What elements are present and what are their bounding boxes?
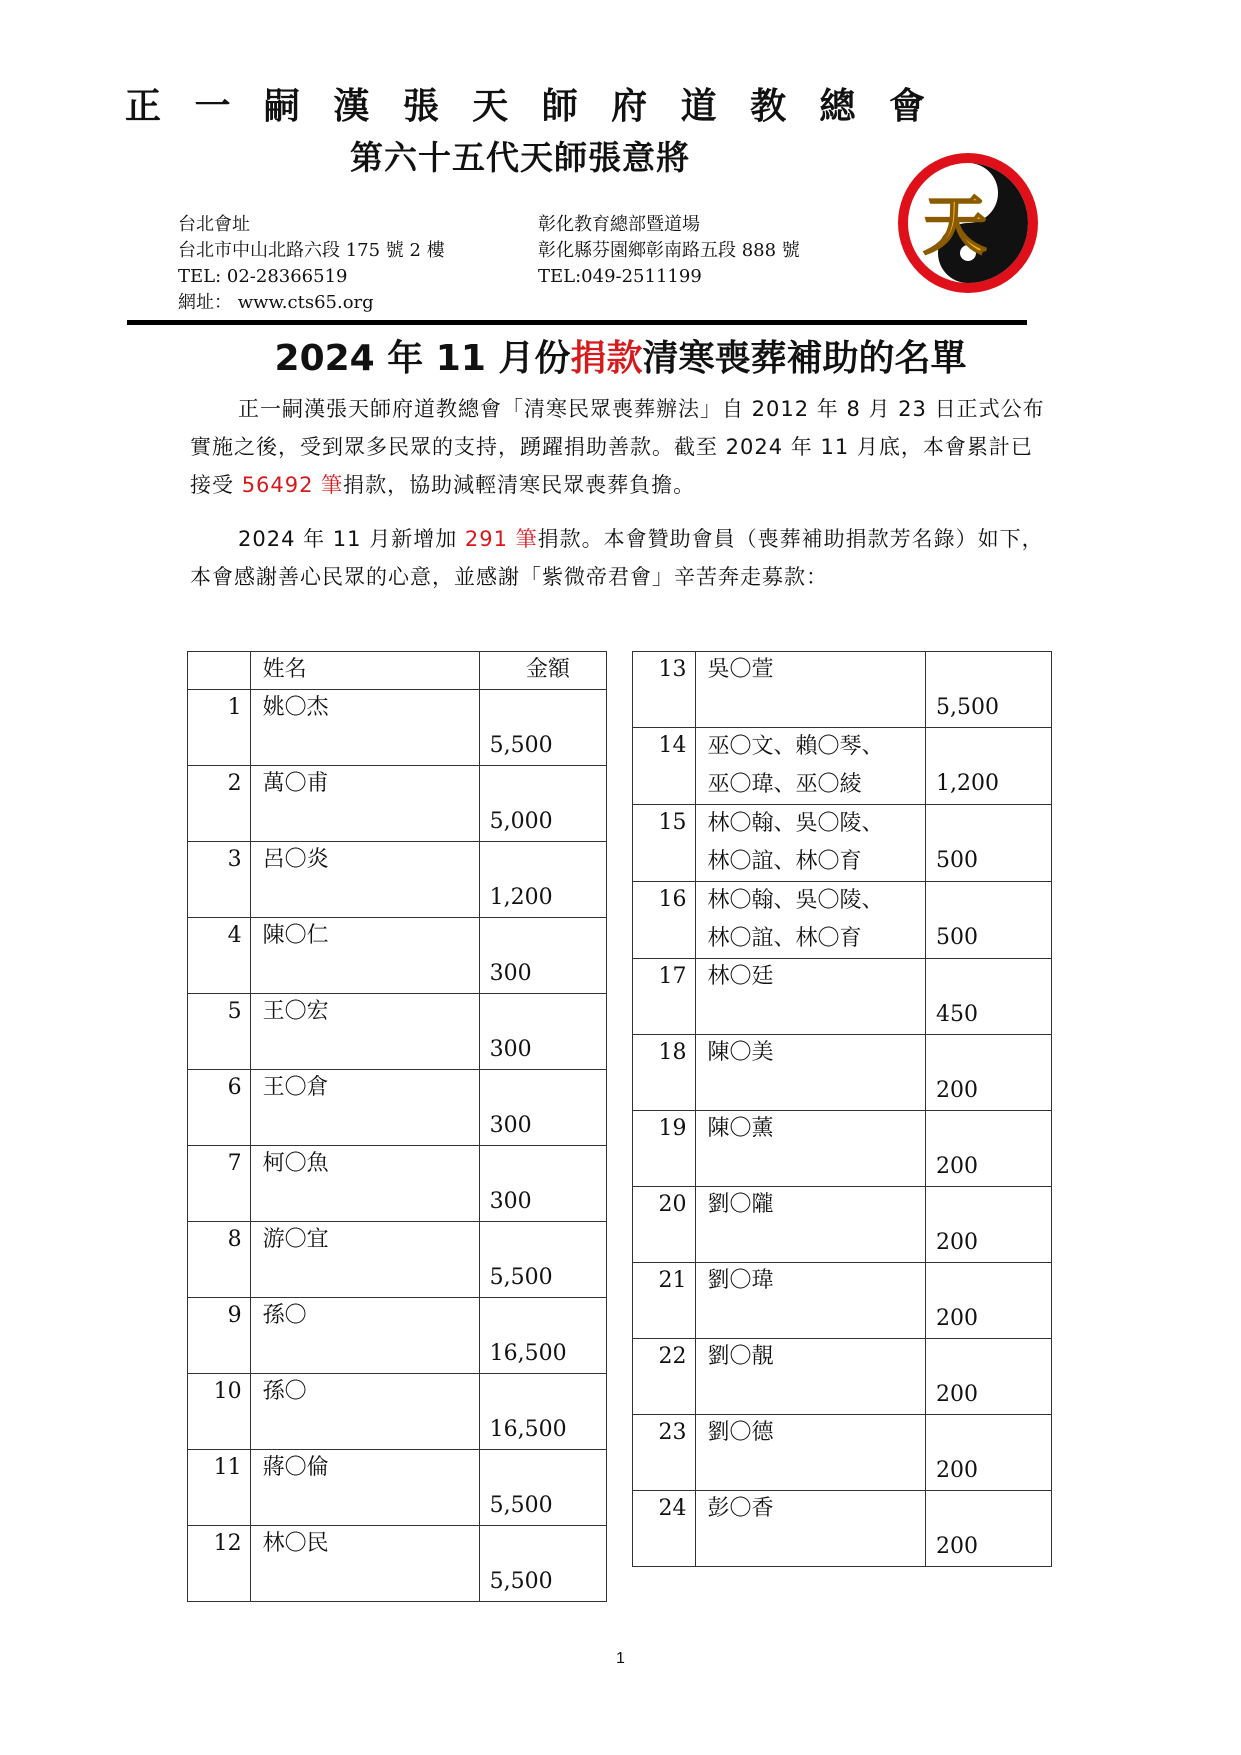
row-number [188, 1070, 251, 1146]
changhua-street: 彰化縣芬園鄉彰南路五段 888 號 [538, 240, 800, 261]
donor-name: 劉〇靚 [707, 1344, 774, 1369]
header-name-label: 姓名 [262, 657, 307, 682]
donation-amount: 16,500 [489, 1417, 567, 1442]
table-row [633, 1491, 1052, 1567]
donation-amount: 1,200 [489, 885, 553, 910]
row-number [188, 1526, 251, 1602]
org-title-char: 天 [472, 86, 509, 127]
row-amount [479, 1070, 606, 1146]
donor-name: 王〇倉 [262, 1075, 329, 1100]
table-row [633, 1339, 1052, 1415]
donor-name: 吳〇萱 [707, 657, 774, 682]
monthly-paragraph [190, 520, 1050, 596]
donation-amount: 500 [935, 848, 978, 873]
row-name [250, 1146, 479, 1222]
donation-amount: 5,500 [489, 1493, 553, 1518]
row-number-text: 4 [227, 923, 242, 948]
header-divider [127, 320, 1027, 325]
row-amount [925, 959, 1051, 1035]
row-number [633, 728, 696, 805]
intro-text-b: 捐款，協助減輕清寒民眾喪葬負擔。 [343, 473, 696, 497]
row-number [633, 1339, 696, 1415]
org-title-char: 總 [819, 86, 856, 127]
table-row [188, 1374, 607, 1450]
row-number-text: 15 [658, 810, 687, 835]
row-number [633, 1035, 696, 1111]
logo-glyph: 天 [923, 189, 987, 264]
title-donation: 捐款 [570, 338, 643, 379]
row-number [633, 1263, 696, 1339]
donation-amount: 200 [935, 1382, 978, 1407]
org-title-char: 嗣 [263, 86, 300, 127]
celestial-master-subtitle: 第六十五代天師張意將 [350, 138, 690, 177]
row-name [695, 1111, 925, 1187]
row-number-text: 9 [227, 1303, 242, 1328]
row-number [633, 1415, 696, 1491]
row-amount [925, 1111, 1051, 1187]
row-name [250, 1374, 479, 1450]
table-row [633, 882, 1052, 959]
donation-amount: 5,500 [489, 1569, 553, 1594]
donation-amount: 16,500 [489, 1341, 567, 1366]
taipei-label: 台北會址 [178, 214, 250, 235]
monthly-text-b: 捐款。本會贊助會員（喪葬補助捐款芳名錄）如下，本會感謝善心民眾的心意，並感謝「紫微帝君會」辛苦奔走募款： [190, 527, 1044, 589]
donor-name: 王〇宏 [262, 999, 329, 1024]
row-name [695, 1035, 925, 1111]
row-number-text: 5 [227, 999, 242, 1024]
donor-name: 劉〇德 [707, 1420, 774, 1445]
row-number [633, 1111, 696, 1187]
row-number-text: 23 [658, 1420, 687, 1445]
donation-amount: 200 [935, 1154, 978, 1179]
row-name [250, 766, 479, 842]
donor-name: 林〇民 [262, 1531, 329, 1556]
table-row [633, 1035, 1052, 1111]
row-name [250, 918, 479, 994]
row-number-text: 12 [213, 1531, 242, 1556]
table-row [633, 805, 1052, 882]
row-number-text: 21 [658, 1268, 687, 1293]
donation-amount: 5,500 [489, 1265, 553, 1290]
donor-name: 柯〇魚 [262, 1151, 329, 1176]
donor-name: 萬〇甫 [262, 771, 329, 796]
row-number-text: 6 [227, 1075, 242, 1100]
donor-name: 劉〇瑋 [707, 1268, 774, 1293]
row-number [188, 766, 251, 842]
row-number [633, 882, 696, 959]
donor-name: 林〇廷 [707, 964, 774, 989]
row-amount [479, 842, 606, 918]
table-row [188, 918, 607, 994]
row-number-text: 16 [658, 887, 687, 912]
title-rest: 清寒喪葬補助的名單 [642, 338, 967, 379]
row-name [250, 842, 479, 918]
row-name [695, 882, 925, 959]
row-amount [925, 1415, 1051, 1491]
org-title-char: 府 [611, 86, 648, 127]
row-name [695, 959, 925, 1035]
table-row [633, 959, 1052, 1035]
donation-amount: 5,500 [935, 695, 999, 720]
table-row [188, 766, 607, 842]
donation-amount: 500 [935, 925, 978, 950]
donation-amount: 1,200 [935, 771, 999, 796]
donation-amount: 200 [935, 1078, 978, 1103]
row-number-text: 2 [227, 771, 242, 796]
row-number-text: 22 [658, 1344, 687, 1369]
row-amount [479, 1374, 606, 1450]
header-amount-label: 金額 [525, 657, 570, 682]
row-number-text: 10 [213, 1379, 242, 1404]
changhua-address-block [538, 212, 800, 290]
donor-name: 呂〇炎 [262, 847, 329, 872]
row-name [695, 1187, 925, 1263]
row-name [250, 994, 479, 1070]
header-number [188, 652, 251, 690]
row-number [188, 1374, 251, 1450]
row-name [695, 1415, 925, 1491]
donor-table-left [187, 651, 607, 1602]
row-amount [479, 994, 606, 1070]
row-amount [925, 728, 1051, 805]
donation-amount: 200 [935, 1230, 978, 1255]
row-amount [479, 766, 606, 842]
donor-name: 彭〇香 [707, 1496, 774, 1521]
row-number [633, 1491, 696, 1567]
donor-name-line2: 巫〇瑋、巫〇綾 [707, 772, 862, 797]
row-amount [925, 805, 1051, 882]
row-number [188, 1146, 251, 1222]
org-title-char: 師 [541, 86, 578, 127]
table-row [188, 1298, 607, 1374]
donation-amount: 300 [489, 1189, 532, 1214]
donation-amount: 300 [489, 1113, 532, 1138]
total-count: 56492 筆 [241, 473, 344, 497]
donor-name: 蔣〇倫 [262, 1455, 329, 1480]
table-row [633, 728, 1052, 805]
organization-title [125, 78, 925, 129]
changhua-label: 彰化教育總部暨道場 [538, 214, 700, 235]
row-amount [479, 1222, 606, 1298]
org-title-char: 正 [125, 86, 162, 127]
donation-amount: 200 [935, 1534, 978, 1559]
row-amount [925, 1187, 1051, 1263]
donor-name: 巫〇文、賴〇琴、 [707, 734, 884, 759]
org-title-char: 一 [194, 86, 231, 127]
table-row [188, 842, 607, 918]
row-number-text: 24 [658, 1496, 687, 1521]
row-amount [925, 1035, 1051, 1111]
row-amount [479, 1526, 606, 1602]
row-number-text: 3 [227, 847, 242, 872]
org-title-char: 道 [680, 86, 717, 127]
row-name [250, 1526, 479, 1602]
donor-name: 陳〇薰 [707, 1116, 774, 1141]
row-number [188, 1222, 251, 1298]
row-number-text: 18 [658, 1040, 687, 1065]
table-row [188, 1526, 607, 1602]
taipei-tel: TEL: 02-28366519 [178, 266, 348, 287]
row-name [695, 1491, 925, 1567]
table-header-row [188, 652, 607, 690]
row-name [695, 805, 925, 882]
row-number-text: 20 [658, 1192, 687, 1217]
org-title-char: 教 [750, 86, 787, 127]
taipei-address-block [178, 212, 445, 316]
row-number [188, 1298, 251, 1374]
table-row [188, 690, 607, 766]
table-row [188, 1070, 607, 1146]
row-amount [479, 1146, 606, 1222]
table-row [188, 1222, 607, 1298]
row-amount [925, 882, 1051, 959]
row-name [250, 1070, 479, 1146]
donor-name-line2: 林〇誼、林〇育 [707, 926, 862, 951]
row-amount [925, 1263, 1051, 1339]
row-name [695, 1339, 925, 1415]
donor-name: 陳〇美 [707, 1040, 774, 1065]
row-amount [479, 690, 606, 766]
row-name [250, 1298, 479, 1374]
donor-name: 林〇翰、吳〇陵、 [707, 888, 884, 913]
donation-amount: 450 [935, 1002, 978, 1027]
org-title-char: 漢 [333, 86, 370, 127]
donor-name: 孫〇 [262, 1303, 307, 1328]
title-date: 2024 年 11 月份 [274, 338, 571, 379]
table-row [633, 1111, 1052, 1187]
intro-paragraph [190, 390, 1050, 504]
row-name [250, 1222, 479, 1298]
table-row [633, 1263, 1052, 1339]
intro-text-a: 正一嗣漢張天師府道教總會「清寒民眾喪葬辦法」自 2012 年 8 月 23 日正式公布實施之後，受到眾多民眾的支持，踴躍捐助善款。截至 2024 年 11 月底，本會累計已接受 [190, 397, 1045, 497]
table-row [188, 1146, 607, 1222]
row-number-text: 17 [658, 964, 687, 989]
donation-amount: 200 [935, 1306, 978, 1331]
row-number-text: 14 [658, 733, 687, 758]
donation-amount: 5,500 [489, 733, 553, 758]
donor-name: 劉〇隴 [707, 1192, 774, 1217]
taipei-street: 台北市中山北路六段 175 號 2 樓 [178, 240, 445, 261]
row-number [633, 805, 696, 882]
donor-name: 姚〇杰 [262, 695, 329, 720]
row-amount [925, 1339, 1051, 1415]
donor-name-line2: 林〇誼、林〇育 [707, 849, 862, 874]
row-number [633, 652, 696, 728]
row-amount [925, 652, 1051, 728]
row-number [188, 690, 251, 766]
org-title-char: 會 [888, 86, 925, 127]
table-row [633, 1187, 1052, 1263]
row-amount [925, 1491, 1051, 1567]
donor-table-right [632, 651, 1052, 1567]
row-number-text: 8 [227, 1227, 242, 1252]
row-name [695, 728, 925, 805]
row-amount [479, 1450, 606, 1526]
row-number [188, 918, 251, 994]
table-row [188, 1450, 607, 1526]
donor-name: 林〇翰、吳〇陵、 [707, 811, 884, 836]
list-title [0, 330, 1241, 381]
table-row [633, 652, 1052, 728]
row-amount [479, 1298, 606, 1374]
donation-amount: 5,000 [489, 809, 553, 834]
row-name [250, 690, 479, 766]
row-number [633, 959, 696, 1035]
row-name [695, 652, 925, 728]
header-name [250, 652, 479, 690]
donor-name: 孫〇 [262, 1379, 307, 1404]
row-number-text: 13 [658, 657, 687, 682]
donor-name: 陳〇仁 [262, 923, 329, 948]
table-row [188, 994, 607, 1070]
row-name [695, 1263, 925, 1339]
row-number [188, 842, 251, 918]
row-number-text: 11 [213, 1455, 242, 1480]
donation-amount: 300 [489, 961, 532, 986]
donation-amount: 200 [935, 1458, 978, 1483]
row-number [633, 1187, 696, 1263]
row-number-text: 7 [227, 1151, 242, 1176]
donor-name: 游〇宜 [262, 1227, 329, 1252]
table-row [633, 1415, 1052, 1491]
row-number-text: 1 [227, 695, 242, 720]
donation-amount: 300 [489, 1037, 532, 1062]
row-name [250, 1450, 479, 1526]
monthly-text-a: 2024 年 11 月新增加 [238, 527, 465, 551]
row-number [188, 994, 251, 1070]
changhua-tel: TEL:049-2511199 [538, 266, 702, 287]
row-amount [479, 918, 606, 994]
header-amount [479, 652, 606, 690]
org-title-char: 張 [402, 86, 439, 127]
row-number-text: 19 [658, 1116, 687, 1141]
website: 網址： www.cts65.org [178, 292, 374, 313]
monthly-count: 291 筆 [464, 527, 538, 551]
row-number [188, 1450, 251, 1526]
taiji-logo [895, 150, 1041, 296]
page-number: 1 [616, 1650, 625, 1667]
